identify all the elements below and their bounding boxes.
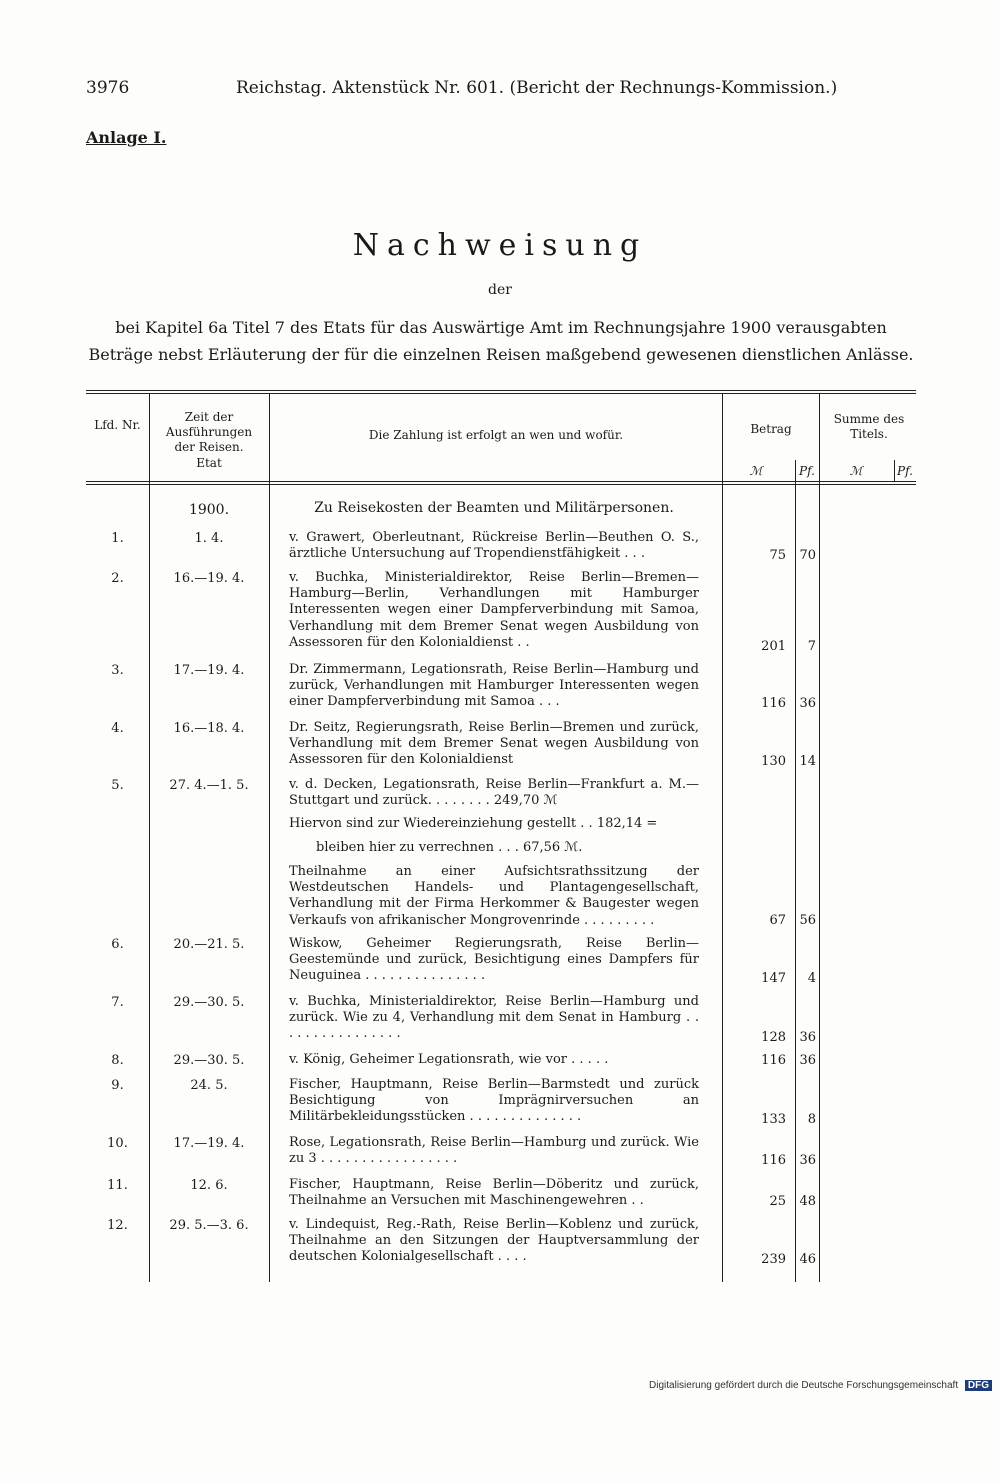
row-nr: 11. bbox=[107, 1178, 128, 1193]
page-number: 3976 bbox=[86, 78, 130, 98]
row-pf: 8 bbox=[807, 1112, 816, 1127]
row-mark: 133 bbox=[761, 1112, 786, 1127]
col-header-nr: Lfd. Nr. bbox=[94, 418, 141, 432]
row-text: v. Buchka, Ministerialdirektor, Reise Berlin—Bremen—Hamburg—Berlin, Verhandlungen mit Hamburger Interessenten wegen einer Dampferverbindung mit Samoa, Verhandlung mit dem Bremer Senat wegen Ausbildung von Assessoren für den Kolonialdienst . . bbox=[289, 570, 699, 650]
row-nr: 5. bbox=[111, 778, 124, 793]
col-header-pf: Pf. bbox=[799, 464, 815, 478]
row-pf: 14 bbox=[799, 754, 816, 769]
expense-table bbox=[86, 390, 916, 1482]
row-nr: 1. bbox=[111, 531, 124, 546]
row-nr: 7. bbox=[111, 995, 124, 1010]
row-zeit: 16.—18. 4. bbox=[173, 721, 245, 736]
row-mark: 116 bbox=[761, 1053, 786, 1068]
row-zeit: 17.—19. 4. bbox=[173, 663, 245, 678]
row-mark: 201 bbox=[761, 639, 786, 654]
row-text: v. Lindequist, Reg.-Rath, Reise Berlin—Koblenz und zurück, Theilnahme an den Sitzungen der Hauptversammlung der deutschen Kolonialgesellschaft . . . . bbox=[289, 1217, 699, 1265]
row-pf: 36 bbox=[799, 1053, 816, 1068]
row-mark: 116 bbox=[761, 1153, 786, 1168]
col-header-summe: Summe des Titels. bbox=[833, 412, 905, 441]
row-text: Wiskow, Geheimer Regierungsrath, Reise Berlin—Geestemünde und zurück, Besichtigung eines Dampfers für Neuguinea . . . . . . . . . . . . . . . bbox=[289, 936, 699, 984]
document-title: Nachweisung bbox=[352, 228, 648, 263]
row-nr: 3. bbox=[111, 663, 124, 678]
row-mark: 67 bbox=[769, 913, 786, 928]
row-text: v. König, Geheimer Legationsrath, wie vor . . . . . bbox=[289, 1052, 609, 1067]
row-text: v. d. Decken, Legationsrath, Reise Berlin—Frankfurt a. M.—Stuttgart und zurück. . . . . . . . 249,70 ℳ bbox=[289, 777, 699, 809]
row-pf: 4 bbox=[807, 971, 816, 986]
row-nr: 6. bbox=[111, 937, 124, 952]
row-zeit: 17.—19. 4. bbox=[173, 1136, 245, 1151]
row-nr: 9. bbox=[111, 1078, 124, 1093]
row-mark: 25 bbox=[769, 1194, 786, 1209]
dfg-logo: DFG bbox=[965, 1380, 992, 1391]
row-zeit: 27. 4.—1. 5. bbox=[169, 778, 249, 793]
row-pf: 36 bbox=[799, 696, 816, 711]
row-nr: 2. bbox=[111, 571, 124, 586]
row-text: Fischer, Hauptmann, Reise Berlin—Döberitz und zurück, Theilnahme an Versuchen mit Maschinengewehren . . bbox=[289, 1177, 699, 1209]
row-pf: 46 bbox=[799, 1252, 816, 1267]
row-zeit: 20.—21. 5. bbox=[173, 937, 245, 952]
row-pf: 36 bbox=[799, 1030, 816, 1045]
row-zeit: 24. 5. bbox=[190, 1078, 228, 1093]
row-text: Hiervon sind zur Wiedereinziehung gestellt . . 182,14 = bbox=[289, 816, 658, 831]
row-pf: 56 bbox=[799, 913, 816, 928]
col-header-betrag: Betrag bbox=[750, 422, 792, 436]
col-header-pf-sum: Pf. bbox=[897, 464, 913, 478]
col-header-mark-sum: ℳ bbox=[849, 464, 863, 478]
col-header-etat: Etat bbox=[196, 456, 222, 470]
row-text: v. Buchka, Ministerialdirektor, Reise Berlin—Hamburg und zurück. Wie zu 4, Verhandlung mit dem Senat in Hamburg . . . . . . . . . . . . . . . . bbox=[289, 994, 699, 1042]
year-label: 1900. bbox=[188, 502, 230, 518]
col-header-mark: ℳ bbox=[749, 464, 763, 478]
row-pf: 36 bbox=[799, 1153, 816, 1168]
digitization-credit bbox=[649, 1380, 992, 1391]
row-zeit: 12. 6. bbox=[190, 1178, 228, 1193]
running-title: Reichstag. Aktenstück Nr. 601. (Bericht der Rechnungs-Kommission.) bbox=[236, 78, 838, 98]
row-mark: 239 bbox=[761, 1252, 786, 1267]
title-connector: der bbox=[488, 282, 512, 298]
row-text: Dr. Seitz, Regierungsrath, Reise Berlin—Bremen und zurück, Verhandlung mit dem Bremer Senat wegen Ausbildung von Assessoren für den Kolonialdienst bbox=[289, 720, 699, 768]
row-mark: 147 bbox=[761, 971, 786, 986]
document-subtitle: bei Kapitel 6a Titel 7 des Etats für das Auswärtige Amt im Rechnungsjahre 1900 verausgabten Beträge nebst Erläuterung der für die einzelnen Reisen maßgebend gewesenen dienstlichen Anlässe. bbox=[88, 318, 914, 364]
row-text: Rose, Legationsrath, Reise Berlin—Hamburg und zurück. Wie zu 3 . . . . . . . . . . . . . . . . . bbox=[289, 1135, 699, 1167]
row-nr: 4. bbox=[111, 721, 124, 736]
row-mark: 75 bbox=[769, 548, 786, 563]
row-zeit: 16.—19. 4. bbox=[173, 571, 245, 586]
row-text: bleiben hier zu verrechnen . . . 67,56 ℳ. bbox=[316, 840, 583, 855]
col-header-zahlung: Die Zahlung ist erfolgt an wen und wofür. bbox=[368, 428, 624, 442]
row-nr: 8. bbox=[111, 1053, 124, 1068]
row-mark: 130 bbox=[761, 754, 786, 769]
row-text: Theilnahme an einer Aufsichtsrathssitzung der Westdeutschen Handels- und Plantagengesellschaft, Verhandlung mit der Firma Herkommer & Baugester wegen Verkaufs von afrikanischer Mongrovenrinde . . . . . . . . . bbox=[289, 864, 699, 928]
row-pf: 7 bbox=[807, 639, 816, 654]
row-text: Fischer, Hauptmann, Reise Berlin—Barmstedt und zurück Besichtigung von Imprägnirversuchen an Militärbekleidungsstücken . . . . . . . . . . . . . . bbox=[289, 1077, 699, 1125]
row-text: Dr. Zimmermann, Legationsrath, Reise Berlin—Hamburg und zurück, Verhandlungen mit Hamburger Interessenten wegen einer Dampferverbindung mit Samoa . . . bbox=[289, 662, 699, 710]
section-title: Zu Reisekosten der Beamten und Militärpersonen. bbox=[314, 500, 674, 516]
anlage-label: Anlage I. bbox=[86, 128, 167, 147]
col-header-zeit: Zeit der Ausführungen der Reisen. bbox=[165, 410, 253, 454]
row-zeit: 29.—30. 5. bbox=[173, 1053, 245, 1068]
row-zeit: 29.—30. 5. bbox=[173, 995, 245, 1010]
row-mark: 116 bbox=[761, 696, 786, 711]
credit-text: Digitalisierung gefördert durch die Deutsche Forschungsgemeinschaft bbox=[649, 1380, 959, 1391]
row-mark: 128 bbox=[761, 1030, 786, 1045]
row-pf: 70 bbox=[799, 548, 816, 563]
row-text: v. Grawert, Oberleutnant, Rückreise Berlin—Beuthen O. S., ärztliche Untersuchung auf Tropendienstfähigkeit . . . bbox=[289, 530, 699, 562]
row-zeit: 29. 5.—3. 6. bbox=[169, 1218, 249, 1233]
row-nr: 10. bbox=[107, 1136, 128, 1151]
row-zeit: 1. 4. bbox=[194, 531, 224, 546]
row-pf: 48 bbox=[799, 1194, 816, 1209]
row-nr: 12. bbox=[107, 1218, 128, 1233]
